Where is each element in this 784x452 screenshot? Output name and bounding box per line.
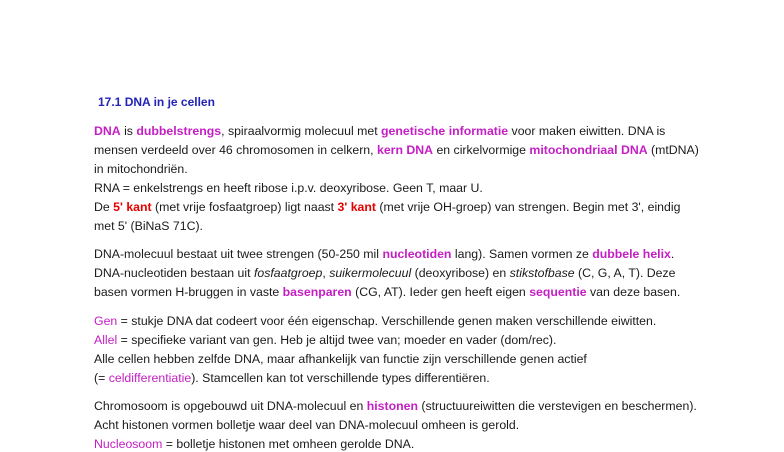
p1-line-1 bbox=[94, 124, 665, 139]
term-nucleosoom: Nucleosoom bbox=[94, 437, 163, 451]
term-3-kant: 3' kant bbox=[337, 200, 376, 214]
text: voor maken eiwitten. DNA is bbox=[508, 124, 666, 138]
text: , bbox=[322, 266, 330, 280]
text: Chromosoom is opgebouwd uit DNA-molecuul en bbox=[94, 399, 367, 413]
term-nucleotiden: nucleotiden bbox=[382, 247, 452, 261]
p3-line-1 bbox=[94, 314, 656, 329]
term-kern-dna: kern DNA bbox=[376, 143, 434, 157]
term-dubbelstrengs: dubbelstrengs bbox=[136, 124, 222, 138]
section-heading: 17.1 DNA in je cellen bbox=[98, 95, 215, 109]
text: , spiraalvormig molecuul met bbox=[221, 124, 382, 138]
p2-line-3 bbox=[94, 285, 680, 300]
text: (met vrije fosfaatgroep) ligt naast bbox=[151, 200, 338, 214]
text: (= bbox=[94, 371, 109, 385]
term-suikermolecuul: suikermolecuul bbox=[329, 266, 412, 280]
text: DNA-molecuul bestaat uit twee strengen (50-250 mil bbox=[94, 247, 383, 261]
p3-line-3: Alle cellen hebben zelfde DNA, maar afhankelijk van functie zijn verschillende genen actief bbox=[94, 352, 587, 366]
term-basenparen: basenparen bbox=[282, 285, 352, 299]
p3-line-4 bbox=[94, 371, 490, 386]
p1-line-4: RNA = enkelstrengs en heeft ribose i.p.v. deoxyribose. Geen T, maar U. bbox=[94, 181, 483, 195]
text: mensen verdeeld over 46 chromosomen in celkern, bbox=[94, 143, 377, 157]
text: lang). Samen vormen ze bbox=[451, 247, 593, 261]
term-dna: DNA bbox=[94, 124, 121, 138]
term-allel: Allel bbox=[94, 333, 118, 347]
term-5-kant: 5' kant bbox=[113, 200, 152, 214]
p1-line-2 bbox=[94, 143, 699, 158]
p1-line-6: met 5' (BiNaS 71C). bbox=[94, 219, 203, 233]
text: (CG, AT). Ieder gen heeft eigen bbox=[351, 285, 530, 299]
text: en cirkelvormige bbox=[433, 143, 530, 157]
text: is bbox=[120, 124, 137, 138]
text: (structuureiwitten die verstevigen en beschermen). bbox=[417, 399, 697, 413]
text: = bolletje histonen met omheen gerolde DNA. bbox=[162, 437, 415, 451]
text: basen vormen H-bruggen in vaste bbox=[94, 285, 283, 299]
p2-line-2 bbox=[94, 266, 675, 281]
term-sequentie: sequentie bbox=[529, 285, 587, 299]
text: (mtDNA) bbox=[647, 143, 699, 157]
term-genetische-informatie: genetische informatie bbox=[381, 124, 509, 138]
term-celdifferentiatie: celdifferentiatie bbox=[108, 371, 192, 385]
p1-line-5 bbox=[94, 200, 680, 215]
text: = stukje DNA dat codeert voor één eigenschap. Verschillende genen maken verschillende eiwitten. bbox=[117, 314, 657, 328]
p4-line-1 bbox=[94, 399, 697, 414]
term-gen: Gen bbox=[94, 314, 118, 328]
p4-line-3 bbox=[94, 437, 414, 452]
text: ). Stamcellen kan tot verschillende types differentiëren. bbox=[191, 371, 490, 385]
term-histonen: histonen bbox=[366, 399, 418, 413]
text: (deoxyribose) en bbox=[411, 266, 510, 280]
term-stikstofbase: stikstofbase bbox=[509, 266, 575, 280]
p3-line-2 bbox=[94, 333, 556, 348]
text: van deze basen. bbox=[586, 285, 681, 299]
text: (met vrije OH-groep) van strengen. Begin met 3', eindig bbox=[375, 200, 681, 214]
term-mitochondriaal-dna: mitochondriaal DNA bbox=[529, 143, 648, 157]
text: De bbox=[94, 200, 114, 214]
text: = specifieke variant van gen. Heb je altijd twee van; moeder en vader (dom/rec). bbox=[117, 333, 557, 347]
p1-line-3: in mitochondriën. bbox=[94, 162, 188, 176]
text: DNA-nucleotiden bestaan uit bbox=[94, 266, 254, 280]
text: . bbox=[670, 247, 675, 261]
term-fosfaatgroep: fosfaatgroep bbox=[253, 266, 323, 280]
p4-line-2: Acht histonen vormen bolletje waar deel van DNA-molecuul omheen is gerold. bbox=[94, 418, 520, 432]
term-dubbele-helix: dubbele helix bbox=[592, 247, 671, 261]
text: (C, G, A, T). Deze bbox=[574, 266, 676, 280]
p2-line-1 bbox=[94, 247, 674, 262]
